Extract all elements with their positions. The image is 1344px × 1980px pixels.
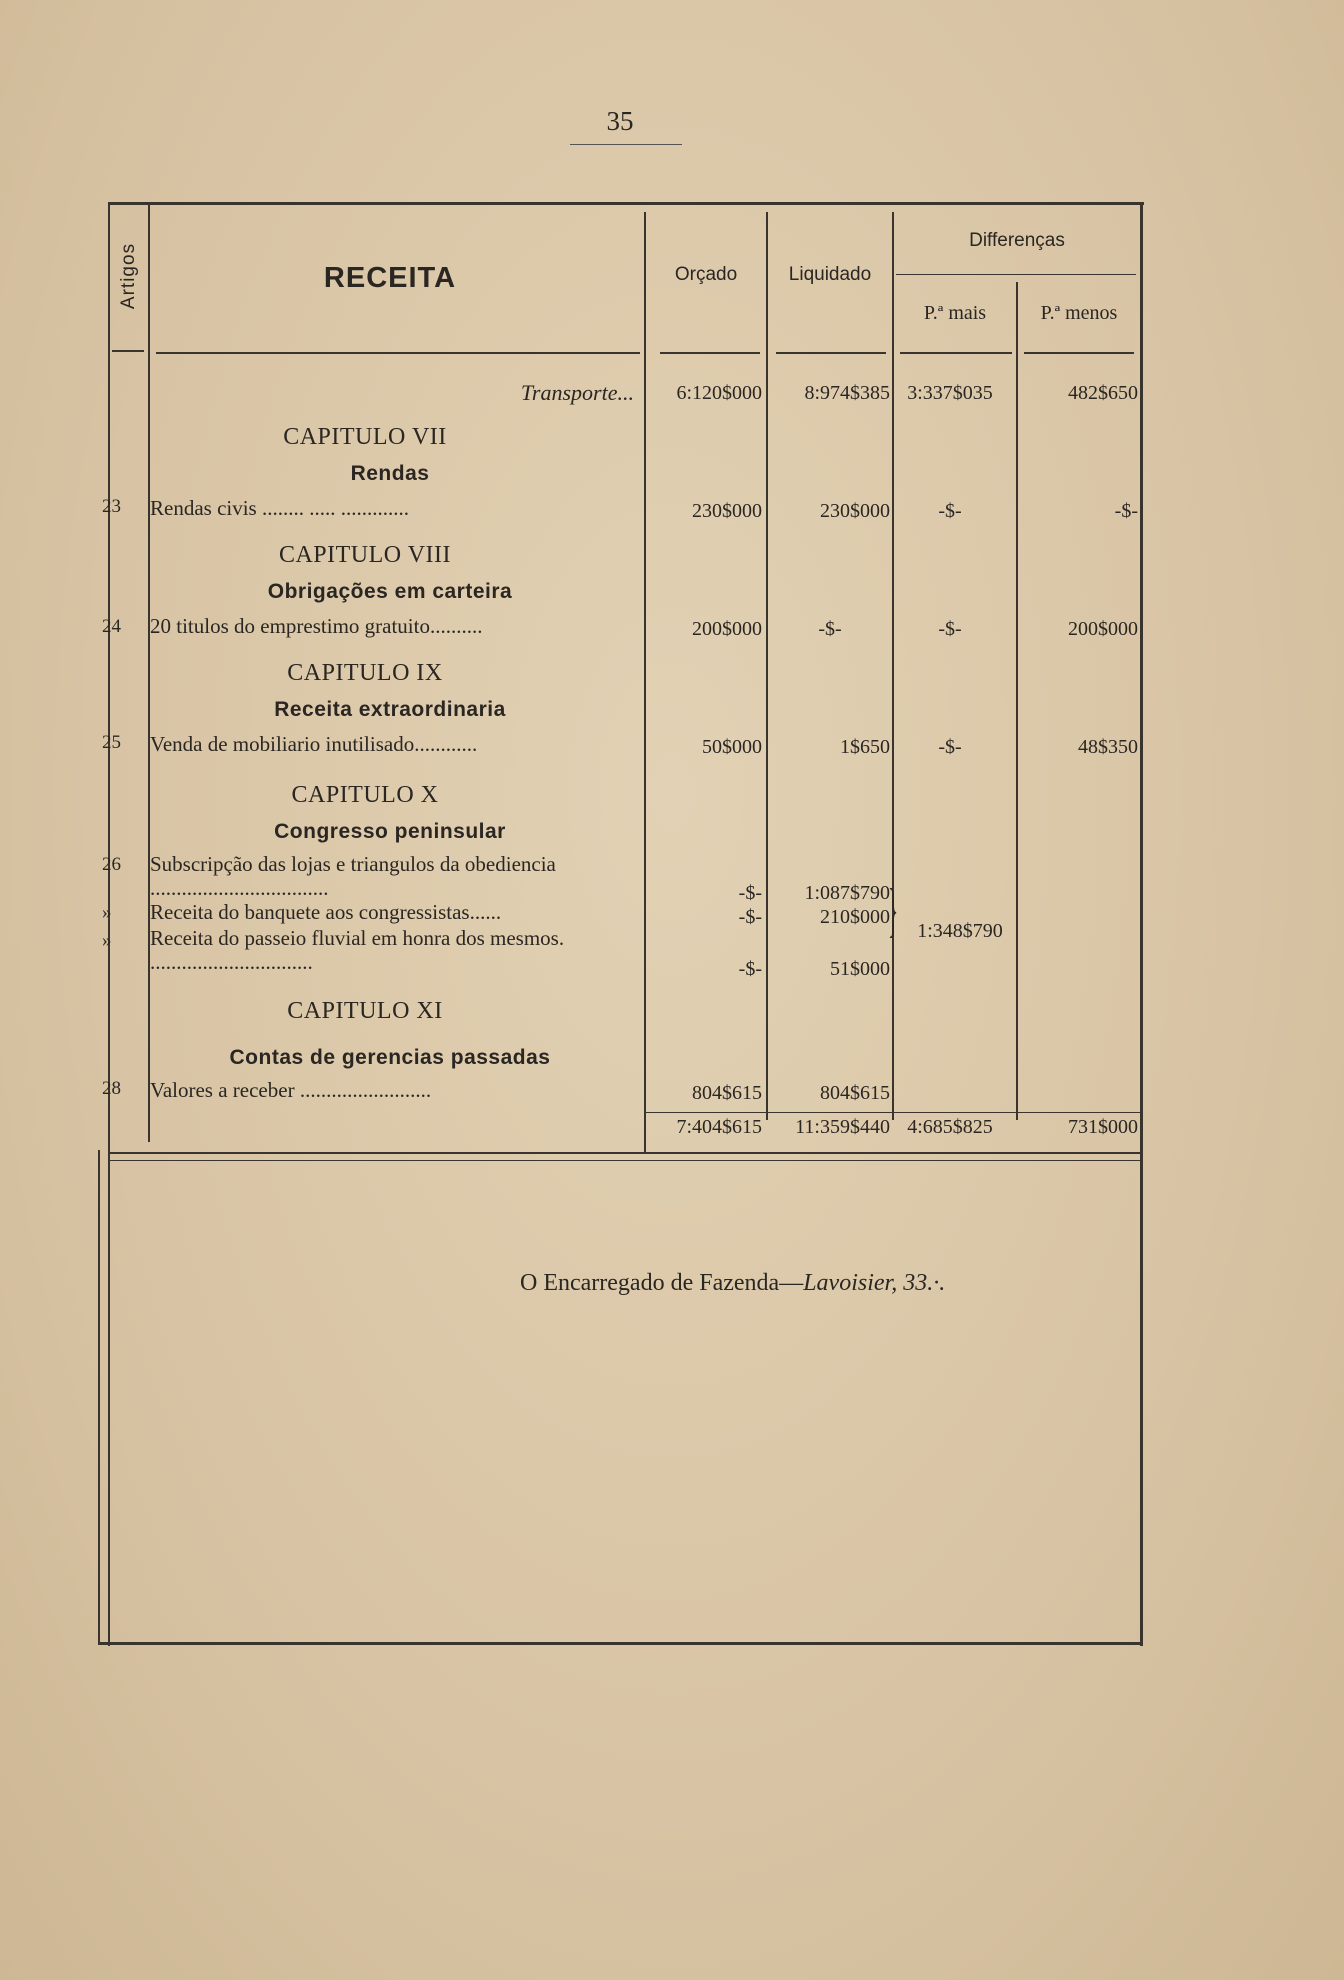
chapter-title: CAPITULO X xyxy=(291,782,439,808)
total-liquidado: 11:359$440 xyxy=(795,1116,890,1138)
chapter-section: Receita extraordinaria xyxy=(274,698,506,721)
row-desc: Receita do banquete aos congressistas...... xyxy=(150,900,502,924)
row-art: 28 xyxy=(102,1078,121,1099)
transporte-liquidado: 8:974$385 xyxy=(804,382,890,404)
signature-name: Lavoisier, 33.·. xyxy=(803,1270,946,1296)
row-menos: 200$000 xyxy=(1068,618,1138,640)
row-liquidado: 1$650 xyxy=(840,736,890,758)
row-orcado: 50$000 xyxy=(702,736,762,758)
row-art: 26 xyxy=(102,854,121,875)
brace-icon: } xyxy=(888,877,899,943)
row-art: 25 xyxy=(102,732,121,753)
total-menos: 731$000 xyxy=(1068,1116,1138,1138)
row-desc: Receita do passeio fluvial em honra dos mesmos. ............................... xyxy=(150,926,565,974)
page-number: 35 xyxy=(606,106,634,136)
row-orcado: 804$615 xyxy=(692,1082,762,1104)
liquidado-header: Liquidado xyxy=(788,264,872,285)
transporte-mais: 3:337$035 xyxy=(907,382,993,404)
row-orcado: 200$000 xyxy=(692,618,762,640)
row-orcado: -$- xyxy=(738,958,762,980)
row-desc: Subscripção das lojas e triangulos da obediencia .................................. xyxy=(150,852,556,900)
row-desc: Rendas civis ........ ..... ............. xyxy=(150,496,409,520)
receita-header: RECEITA xyxy=(323,262,457,294)
row-orcado: -$- xyxy=(738,906,762,928)
differencas-header: Differenças xyxy=(969,230,1065,251)
row-liquidado: 51$000 xyxy=(830,958,890,980)
signature-text: O Encarregado de Fazenda— xyxy=(520,1270,804,1296)
chapter-section: Rendas xyxy=(350,462,430,485)
row-desc: 20 titulos do emprestimo gratuito.......... xyxy=(150,614,483,638)
row-liquidado: 230$000 xyxy=(820,500,890,522)
chapter-title: CAPITULO IX xyxy=(287,660,443,686)
row-liquidado: -$- xyxy=(818,618,842,640)
orcado-header: Orçado xyxy=(674,264,738,285)
total-orcado: 7:404$615 xyxy=(676,1116,762,1138)
group-mais: 1:348$790 xyxy=(917,920,1003,942)
page-number-rule xyxy=(570,144,682,145)
artigos-header: Artigos xyxy=(118,242,139,310)
chapter-section: Congresso peninsular xyxy=(274,820,506,843)
row-desc: Valores a receber ......................... xyxy=(150,1078,432,1102)
transporte-label: Transporte... xyxy=(520,380,634,405)
row-liquidado: 1:087$790 xyxy=(804,882,890,904)
row-menos: 48$350 xyxy=(1078,736,1138,758)
row-mais: -$- xyxy=(938,618,962,640)
chapter-section: Obrigações em carteira xyxy=(267,580,513,603)
row-liquidado: 210$000 xyxy=(820,906,890,928)
row-art: » xyxy=(102,902,112,923)
row-mais: -$- xyxy=(938,500,962,522)
row-liquidado: 804$615 xyxy=(820,1082,890,1104)
row-art: 24 xyxy=(102,616,121,637)
pa-mais-header: P.ª mais xyxy=(923,302,987,324)
pa-menos-header: P.ª menos xyxy=(1040,302,1118,324)
row-orcado: -$- xyxy=(738,882,762,904)
row-desc: Venda de mobiliario inutilisado............ xyxy=(150,732,478,756)
row-menos: -$- xyxy=(1114,500,1138,522)
chapter-title: CAPITULO VII xyxy=(283,424,447,450)
chapter-section: Contas de gerencias passadas xyxy=(229,1046,551,1069)
row-art: » xyxy=(102,930,112,951)
signature xyxy=(520,1270,1220,1297)
row-mais: -$- xyxy=(938,736,962,758)
transporte-orcado: 6:120$000 xyxy=(676,382,762,404)
chapter-title: CAPITULO XI xyxy=(287,998,443,1024)
total-mais: 4:685$825 xyxy=(907,1116,993,1138)
row-art: 23 xyxy=(102,496,121,517)
chapter-title: CAPITULO VIII xyxy=(278,542,452,568)
transporte-menos: 482$650 xyxy=(1068,382,1138,404)
row-orcado: 230$000 xyxy=(692,500,762,522)
